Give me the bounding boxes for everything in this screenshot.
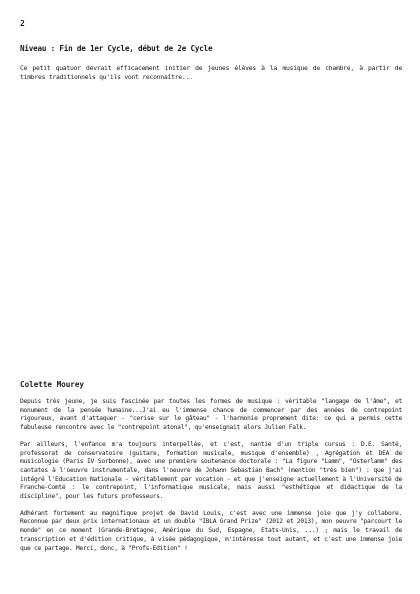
author-name-heading: Colette Mourey: [20, 380, 85, 389]
bio-paragraph: Par ailleurs, l'enfance m'a toujours interpellée, et c'est, nantie d'un triple cursus : D.E. Santé, professorat de conservatoire (guitare, formation musicale, musique d'ensemble) , Agrégation et DEA de musicologie (Paris IV Sorbonne), avec une première soutenance doctorale : "La figure "Lamm", "Osterlamm" des cantates à l'oeuvre instrumentale, dans l'oeuvre de Johann Sebastian Bach" (mention "très bien") : que j'ai intégré l'Education Nationale - véritablement par vocation - et que j'enseigne actuellement à l'Université de Franche-Comté : le contrepoint, l'informatique musicale, mais aussi "esthétique et didactique de la discipline", pour les futurs professeurs.: [20, 440, 402, 501]
bio-paragraph: Adhérant fortement au magnifique projet de David Louis, c'est avec une immense joie que j'y collabore. Reconnue par deux prix internationaux et un double "IBLA Grand Prize" (2012 et 2013), mon oeuvre "parcourt le monde" en ce moment (Grande-Bretagne, Amérique du Sud, Espagne, Etats-Unis, ...) ; mais le travail de transcription et d'édition critique, à visée pédagogique, m'intéresse tout autant, et c'est une immense joie que ce partage. Merci, donc, à "Profs-Edition" !: [20, 509, 402, 552]
author-biography: [20, 398, 402, 561]
level-heading: Niveau : Fin de 1er Cycle, début de 2e Cycle: [20, 44, 213, 53]
bio-paragraph: Depuis très jeune, je suis fascinée par toutes les formes de musique : véritable "langage de l'âme", et monument de la pensée humaine...J'ai eu l'immense chance de commencer par des années de contrepoint rigoureux, avant d'attaquer - "cerise sur le gâteau" - l'harmonie proprement dite: ce qui a permis cette fabuleuse rencontre avec le "contrepoint atonal", qu'enseignait alors Julien Falk.: [20, 398, 402, 432]
page-number: 2: [20, 19, 25, 28]
level-description: Ce petit quatuor devrait efficacement initier de jeunes élèves à la musique de chambre, à partir de timbres traditionnels qu'ils vont reconnaître...: [20, 64, 402, 82]
